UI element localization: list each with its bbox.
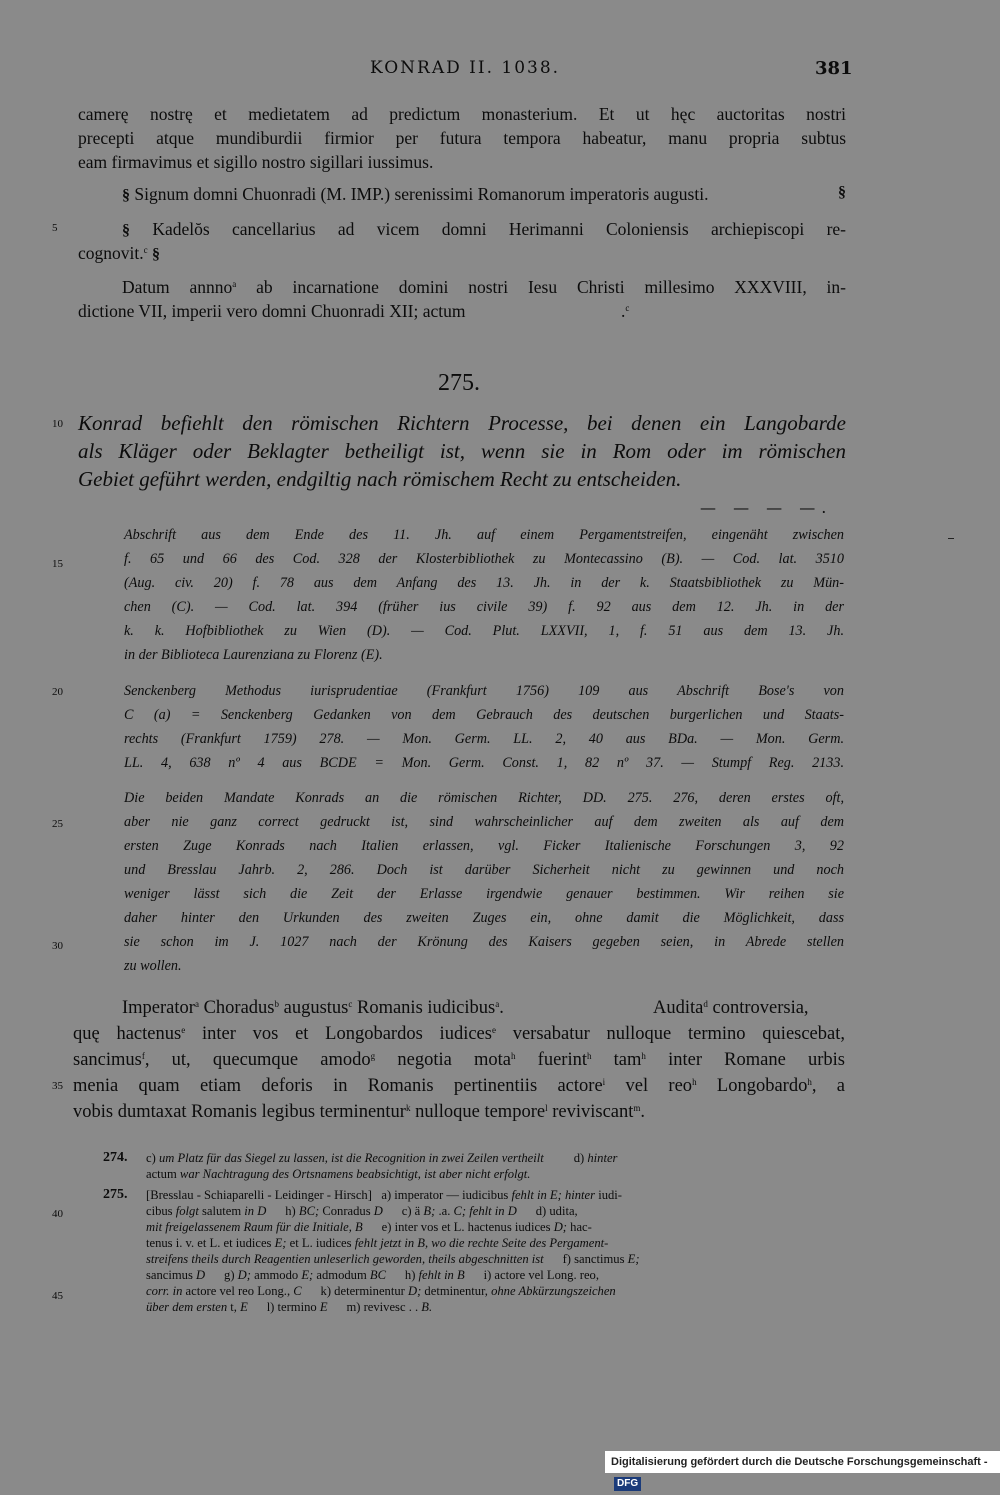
monogram-icon: § bbox=[122, 222, 130, 239]
fn-text: B. bbox=[421, 1300, 433, 1314]
fn-text: fehlt jetzt in B, wo die rechte Seite des Pergament- bbox=[354, 1236, 609, 1250]
fn-text: streifens theils durch Reagentien unleserlich geworden, theils abgeschnitten ist bbox=[146, 1252, 544, 1266]
mandate-word: controversia, bbox=[707, 998, 809, 1018]
mandate-word: vobis dumtaxat Romanis legibus terminentur bbox=[73, 1102, 406, 1122]
fn-text: h) bbox=[386, 1268, 419, 1282]
mandate-word: vel reo bbox=[605, 1076, 693, 1096]
mandate-word: quę hactenus bbox=[73, 1024, 182, 1044]
dateline-placeholder: — — — —. bbox=[700, 498, 833, 517]
fn-text: f) sanctimus bbox=[543, 1252, 628, 1266]
text-line: eam firmavimus et sigillo nostro sigillari iussimus. bbox=[78, 152, 434, 172]
footnote-ref: h bbox=[510, 1051, 516, 1061]
line-number: 10 bbox=[52, 418, 63, 430]
fn-text: c) ä bbox=[382, 1204, 424, 1218]
footnote-ref: a bbox=[232, 279, 237, 289]
line-number: 45 bbox=[52, 1290, 63, 1302]
mandate-word: , a bbox=[811, 1076, 845, 1096]
fn-text: c) bbox=[146, 1151, 159, 1165]
fn-text: iudi- bbox=[595, 1188, 622, 1202]
regest-line: Konrad befiehlt den römischen Richtern Processe, bei denen ein Langobarde bbox=[78, 411, 846, 435]
source-line: in der Biblioteca Laurenziana zu Florenz (E). bbox=[124, 647, 383, 663]
footnote-ref: h bbox=[692, 1077, 697, 1087]
recognition-line bbox=[122, 219, 846, 240]
datum-line-2 bbox=[78, 301, 466, 322]
commentary-line: aber nie ganz correct gedruckt ist, sind wahrscheinlicher auf dem zweiten als auf dem bbox=[124, 814, 844, 830]
fn-text: BC; bbox=[298, 1204, 320, 1218]
mandate-word: . bbox=[499, 998, 504, 1018]
fn-text: E; bbox=[627, 1252, 640, 1266]
commentary-line: zu wollen. bbox=[124, 958, 182, 974]
commentary-line: und Bresslau Jahrb. 2, 286. Doch ist darüber Sicherheit nicht zu gewinnen und noch bbox=[124, 862, 844, 878]
fn-text: et L. iudices bbox=[286, 1236, 355, 1250]
document-number: 275. bbox=[438, 370, 480, 396]
mandate-line bbox=[73, 1102, 645, 1123]
fn-text: ohne Abkürzungszeichen bbox=[491, 1284, 616, 1298]
commentary-line: daher hinter den Urkunden des zweiten Zuges ein, ohne damit die Möglichkeit, dass bbox=[124, 910, 844, 926]
fn-text: B; bbox=[423, 1204, 436, 1218]
mandate-line bbox=[122, 998, 504, 1019]
fn-text: C; fehlt in D bbox=[453, 1204, 517, 1218]
footnote-line bbox=[146, 1268, 599, 1283]
edition-line: rechts (Frankfurt 1759) 278. — Mon. Germ. LL. 2, 40 aus BDa. — Mon. Germ. bbox=[124, 731, 844, 747]
footnote-line bbox=[146, 1188, 622, 1203]
fn-text: folgt bbox=[175, 1204, 199, 1218]
footnote-ref: b bbox=[274, 999, 279, 1009]
footnote-ref: h bbox=[807, 1077, 812, 1087]
signum-text: Signum domni Chuonradi (M. IMP.) serenissimi Romanorum imperatoris augusti. bbox=[134, 184, 709, 204]
fn-text: k) determinentur bbox=[301, 1284, 408, 1298]
footnote-line bbox=[146, 1252, 640, 1267]
source-line: (Aug. civ. 20) f. 78 aus dem Anfang des 13. Jh. in der k. Staatsbibliothek zu Mün- bbox=[124, 575, 844, 591]
mandate-word: versabatur nulloque termino quiescebat, bbox=[495, 1024, 845, 1044]
funding-banner bbox=[605, 1451, 1000, 1490]
fn-text: war Nachtragung des Ortsnamens beabsichtigt, ist aber nicht erfolgt. bbox=[179, 1167, 531, 1181]
footnote-ref: c bbox=[625, 303, 630, 313]
mandate-word: nulloque tempore bbox=[410, 1102, 546, 1122]
regest-line: als Kläger oder Beklagter betheiligt ist, wenn sie in Rom oder im römischen bbox=[78, 439, 846, 463]
mandate-word: . bbox=[640, 1102, 646, 1122]
footnote-ref: a bbox=[495, 999, 500, 1009]
line-number: 40 bbox=[52, 1208, 63, 1220]
edition-line: LL. 4, 638 nº 4 aus BCDE = Mon. Germ. Const. 1, 82 nº 37. — Stumpf Reg. 2133. bbox=[124, 755, 844, 771]
mandate-word: Romanis iudicibus bbox=[352, 998, 496, 1018]
edition-line: Senckenberg Methodus iurisprudentiae (Frankfurt 1756) 109 aus Abschrift Bose's von bbox=[124, 683, 844, 699]
fn-text: corr. in bbox=[146, 1284, 183, 1298]
mandate-word: Imperator bbox=[122, 998, 195, 1018]
mandate-line-right bbox=[653, 998, 809, 1019]
fn-text: über dem ersten bbox=[146, 1300, 228, 1314]
dfg-logo-icon: DFG bbox=[614, 1477, 641, 1491]
line-number: 25 bbox=[52, 818, 63, 830]
footnote-ref: e bbox=[491, 1025, 496, 1035]
fn-text: actum bbox=[146, 1167, 180, 1181]
footnote-ref: m bbox=[633, 1103, 641, 1113]
footnote-line bbox=[146, 1151, 617, 1166]
fn-text: g) bbox=[205, 1268, 238, 1282]
margin-mark bbox=[948, 538, 954, 539]
fn-text: h) bbox=[266, 1204, 299, 1218]
fn-text: [Bresslau - Schiaparelli - Leidinger - Hirsch] a) imperator — iudicibus bbox=[146, 1188, 512, 1202]
fn-text: actore vel reo Long., bbox=[182, 1284, 294, 1298]
footnote-ref: d bbox=[703, 999, 708, 1009]
footnote-ref: h bbox=[641, 1051, 646, 1061]
fn-text: cibus bbox=[146, 1204, 176, 1218]
fn-text: ammodo bbox=[250, 1268, 302, 1282]
line-number: 5 bbox=[52, 222, 58, 234]
regest-line: Gebiet geführt werden, endgiltig nach römischem Recht zu entscheiden. bbox=[78, 467, 682, 491]
mandate-word: menia quam etiam deforis in Romanis pertinentiis actore bbox=[73, 1076, 603, 1096]
line-number: 30 bbox=[52, 940, 63, 952]
mandate-word: inter vos et Longobardos iudices bbox=[185, 1024, 492, 1044]
fn-text: d) bbox=[573, 1151, 588, 1165]
fn-text: fehlt in B bbox=[418, 1268, 465, 1282]
mandate-word: tam bbox=[591, 1050, 642, 1070]
fn-text: sancimus bbox=[146, 1268, 197, 1282]
fn-text: .a. bbox=[435, 1204, 454, 1218]
text-line: camerę nostrę et medietatem ad predictum monasterium. Et ut hęc auctoritas nostri bbox=[78, 104, 846, 124]
monogram-icon: § bbox=[152, 246, 160, 263]
footnote-ref: h bbox=[586, 1051, 592, 1061]
monogram-icon: § bbox=[838, 184, 846, 201]
datum-text: ab incarnatione domini nostri Iesu Christi millesimo XXXVIII, in- bbox=[236, 277, 846, 297]
mandate-word: reviviscant bbox=[547, 1102, 634, 1122]
page-number: 381 bbox=[815, 58, 853, 79]
datum-line bbox=[122, 277, 846, 298]
fn-text: E bbox=[319, 1300, 328, 1314]
footnote-ref: f bbox=[141, 1051, 145, 1061]
mandate-word: negotia mota bbox=[375, 1050, 511, 1070]
commentary-line: Die beiden Mandate Konrads an die römischen Richter, DD. 275. 276, deren erstes oft, bbox=[124, 790, 844, 806]
edition-line: C (a) = Senckenberg Gedanken von dem Gebrauch des deutschen burgerlichen und Staats- bbox=[124, 707, 844, 723]
mandate-line bbox=[73, 1076, 845, 1097]
footnote-ref: g bbox=[370, 1051, 376, 1061]
mandate-line bbox=[73, 1050, 845, 1071]
footnote-line bbox=[146, 1204, 578, 1219]
mandate-word: augustus bbox=[278, 998, 349, 1018]
footnote-number: 274. bbox=[103, 1150, 128, 1165]
fn-text: E bbox=[240, 1300, 248, 1314]
footnote-line bbox=[146, 1220, 592, 1235]
line-number: 35 bbox=[52, 1080, 63, 1092]
datum-gap-end bbox=[621, 301, 629, 322]
fn-text: d) udita, bbox=[516, 1204, 578, 1218]
fn-text: admodum bbox=[313, 1268, 370, 1282]
footnote-line bbox=[146, 1236, 608, 1251]
mandate-word: Longobardo bbox=[696, 1076, 808, 1096]
source-line: chen (C). — Cod. lat. 394 (früher ius civile 39) f. 92 aus dem 12. Jh. in der bbox=[124, 599, 844, 615]
fn-text: e) inter vos et L. hactenus iudices bbox=[362, 1220, 554, 1234]
fn-text: Conradus bbox=[319, 1204, 374, 1218]
mandate-line bbox=[73, 1024, 845, 1045]
line-number: 20 bbox=[52, 686, 63, 698]
fn-text: i) actore vel Long. reo, bbox=[464, 1268, 599, 1282]
datum-text: Datum annno bbox=[122, 277, 233, 297]
footnote-number: 275. bbox=[103, 1187, 128, 1202]
fn-text: m) revivesc . . bbox=[327, 1300, 422, 1314]
mandate-word: Choradus bbox=[198, 998, 275, 1018]
line-number: 15 bbox=[52, 558, 63, 570]
datum-end: . bbox=[621, 301, 626, 321]
fn-text: hac- bbox=[567, 1220, 592, 1234]
banner-text: Digitalisierung gefördert durch die Deutsche Forschungsgemeinschaft - bbox=[611, 1456, 988, 1468]
footnote-line bbox=[146, 1300, 432, 1315]
monogram-icon: § bbox=[122, 187, 130, 204]
footnote-ref: c bbox=[348, 999, 353, 1009]
mandate-word: , ut, quecumque amodo bbox=[144, 1050, 371, 1070]
fn-text: D; bbox=[407, 1284, 422, 1298]
source-line: f. 65 und 66 des Cod. 328 der Klosterbibliothek zu Montecassino (B). — Cod. lat. 3510 bbox=[124, 551, 844, 567]
footnote-ref: i bbox=[602, 1077, 606, 1087]
fn-text: tenus i. v. et L. et iudices bbox=[146, 1236, 275, 1250]
fn-text: D bbox=[196, 1268, 206, 1282]
fn-text: D; bbox=[553, 1220, 567, 1234]
datum-text-2: dictione VII, imperii vero domni Chuonradi XII; actum bbox=[78, 301, 466, 321]
fn-text: E; bbox=[274, 1236, 287, 1250]
fn-text: hinter bbox=[587, 1151, 618, 1165]
signum-line bbox=[122, 184, 846, 205]
footnote-line bbox=[146, 1167, 530, 1182]
commentary-line: weniger lässt sich die Zeit der Erlasse irgendwie genauer bestimmen. Wir reihen sie bbox=[124, 886, 844, 902]
footnote-ref: a bbox=[194, 999, 199, 1009]
recognition-text-2: cognovit. bbox=[78, 243, 144, 263]
source-line: k. k. Hofbibliothek zu Wien (D). — Cod. Plut. LXXVII, 1, f. 51 aus dem 13. Jh. bbox=[124, 623, 844, 639]
mandate-word: inter Romane urbis bbox=[645, 1050, 845, 1070]
footnote-ref: l bbox=[545, 1103, 548, 1113]
fn-text: BC bbox=[369, 1268, 386, 1282]
text-line: precepti atque mundiburdii firmior per futura tempora habeatur, manu propria subtus bbox=[78, 128, 846, 148]
mandate-word: Audita bbox=[653, 998, 704, 1018]
mandate-word: fuerint bbox=[515, 1050, 587, 1070]
fn-text: D bbox=[373, 1204, 383, 1218]
footnote-line bbox=[146, 1284, 616, 1299]
fn-text: E; bbox=[301, 1268, 314, 1282]
fn-text: salutem bbox=[198, 1204, 245, 1218]
fn-text: fehlt in E; hinter bbox=[511, 1188, 596, 1202]
fn-text: in D bbox=[244, 1204, 267, 1218]
fn-text: D; bbox=[237, 1268, 251, 1282]
fn-text: l) termino bbox=[247, 1300, 320, 1314]
recognition-text: Kadelŏs cancellarius ad vicem domni Herimanni Coloniensis archiepiscopi re- bbox=[152, 219, 847, 239]
fn-text: t, bbox=[227, 1300, 241, 1314]
fn-text: detminentur, bbox=[421, 1284, 492, 1298]
fn-text: mit freigelassenem Raum für die Initiale, B bbox=[146, 1220, 363, 1234]
source-line: Abschrift aus dem Ende des 11. Jh. auf einem Pergamentstreifen, eingenäht zwischen bbox=[124, 527, 844, 543]
running-head-title: KONRAD II. 1038. bbox=[370, 58, 561, 78]
commentary-line: ersten Zuge Konrads nach Italien erlassen, vgl. Ficker Italienische Forschungen 3, 92 bbox=[124, 838, 844, 854]
footnote-ref: c bbox=[143, 245, 148, 255]
recognition-line-2 bbox=[78, 243, 160, 264]
commentary-line: sie schon im J. 1027 nach der Krönung des Kaisers gegeben seien, in Abrede stellen bbox=[124, 934, 844, 950]
footnote-ref: e bbox=[181, 1025, 186, 1035]
mandate-word: sancimus bbox=[73, 1050, 142, 1070]
fn-text: C bbox=[293, 1284, 302, 1298]
footnote-ref: k bbox=[405, 1103, 411, 1113]
fn-text: um Platz für das Siegel zu lassen, ist die Recognition in zwei Zeilen vertheilt bbox=[158, 1151, 544, 1165]
